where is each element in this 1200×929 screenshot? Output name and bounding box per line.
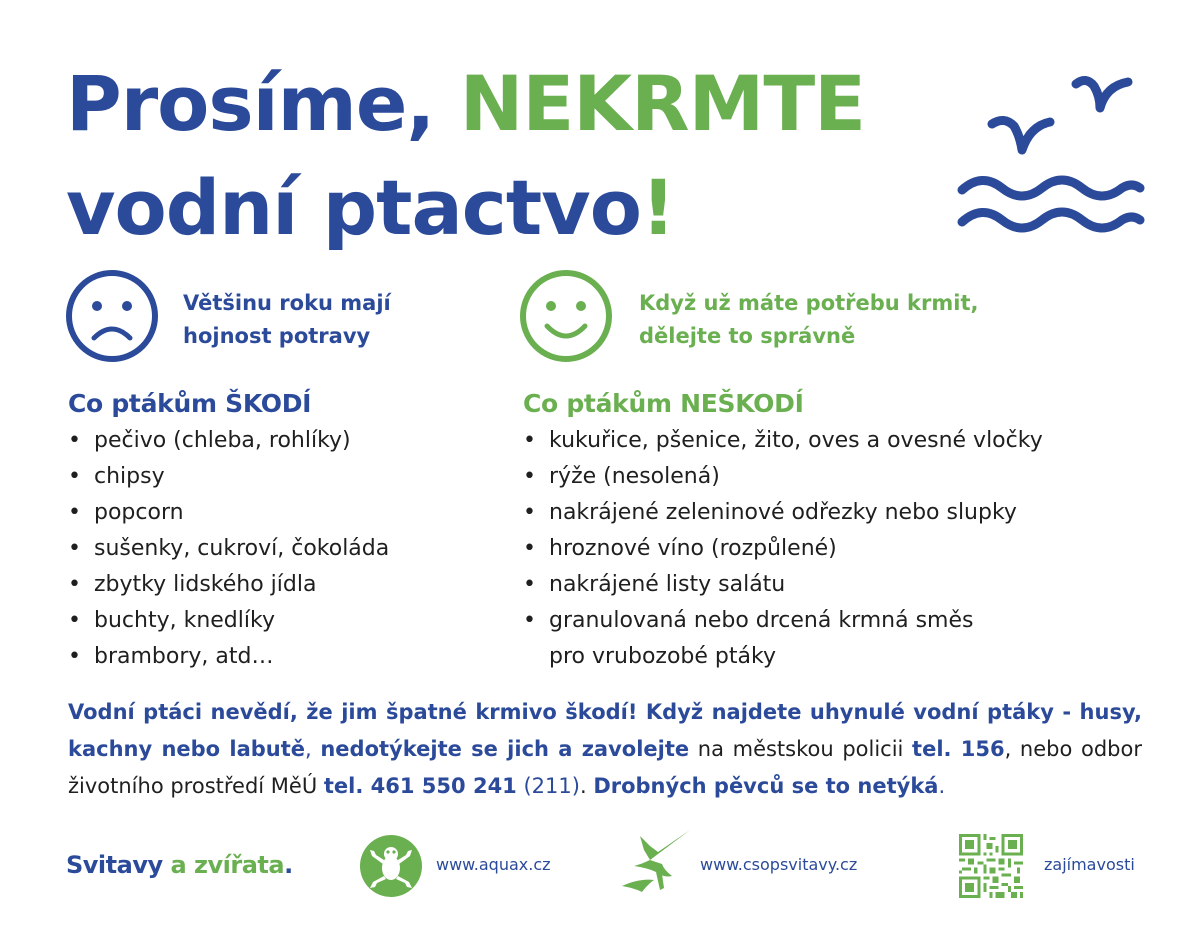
headline-line-2 [66, 156, 946, 260]
harmful-column [68, 386, 508, 675]
headline-do-not-feed: NEKRMTE [459, 59, 866, 148]
notice-environment-office: , nebo odbor životního prostředí MěÚ [68, 737, 1142, 798]
list-item: • sušenky, cukroví, čokoláda [68, 531, 508, 567]
left-subtitle-line-2: hojnost potravy [183, 324, 371, 348]
right-subtitle [639, 287, 1059, 353]
notice-office-phone: tel. 461 550 241 [323, 774, 517, 798]
list-item [523, 603, 1143, 675]
frog-logo-icon [359, 834, 423, 898]
aquax-link[interactable]: www.aquax.cz [436, 855, 551, 874]
warning-notice [68, 694, 1142, 805]
notice-extension: (211) [516, 774, 580, 798]
notice-intro: Vodní ptáci nevědí, že jim špatné krmivo škodí! Když najdete uhynulé vodní ptáky - husy, kachny nebo labutě [68, 700, 1142, 761]
csop-link[interactable]: www.csopsvitavy.cz [700, 855, 858, 874]
list-item: • kukuřice, pšenice, žito, oves a ovesné vločky [523, 423, 1143, 459]
happy-face-icon [518, 268, 614, 364]
list-item: • buchty, knedlíky [68, 603, 508, 639]
notice-comma: , [305, 737, 321, 761]
harmless-heading: Co ptákům NEŠKODÍ [523, 389, 804, 418]
harmful-heading: Co ptákům ŠKODÍ [68, 389, 312, 418]
headline-waterfowl: vodní ptactvo [66, 163, 641, 252]
list-item: • zbytky lidského jídla [68, 567, 508, 603]
list-item: • rýže (nesolená) [523, 459, 1143, 495]
left-subtitle-line-1: Většinu roku mají [183, 291, 391, 315]
notice-songbirds: Drobných pěvců se to netýká [593, 774, 939, 798]
list-item: • nakrájené zeleninové odřezky nebo slupky [523, 495, 1143, 531]
notice-period: . [938, 774, 946, 798]
sad-face-icon [64, 268, 160, 364]
brand-logo [66, 848, 293, 882]
notice-separator: . [579, 774, 594, 798]
notice-police-phone: tel. 156 [912, 737, 1005, 761]
notice-call-police: na městskou policii [689, 737, 913, 761]
brand-svitavy: Svitavy [66, 851, 163, 879]
birds-waves-icon [952, 64, 1148, 234]
list-item: • hroznové víno (rozpůlené) [523, 531, 1143, 567]
brand-animals: a zvířata [162, 851, 285, 879]
list-item-line-2: pro vrubozobé ptáky [549, 644, 776, 669]
right-subtitle-line-2: dělejte to správně [639, 324, 856, 348]
harmless-list [523, 423, 1143, 675]
list-item: • nakrájené listy salátu [523, 567, 1143, 603]
harmful-list [68, 423, 508, 675]
tern-logo-icon [620, 826, 696, 896]
list-item: • popcorn [68, 495, 508, 531]
qr-code-icon[interactable] [959, 834, 1023, 898]
headline-exclamation: ! [640, 163, 675, 252]
list-item-line-1: granulovaná nebo drcená krmná směs [549, 608, 974, 633]
list-item: • pečivo (chleba, rohlíky) [68, 423, 508, 459]
harmless-column [523, 386, 1143, 675]
zajimavosti-link[interactable]: zajímavosti [1044, 855, 1135, 874]
left-subtitle [183, 287, 503, 353]
headline-line-1 [66, 52, 946, 156]
headline-please: Prosíme, [66, 59, 460, 148]
list-item: • chipsy [68, 459, 508, 495]
right-subtitle-line-1: Když už máte potřebu krmit, [639, 291, 979, 315]
brand-dot: . [284, 851, 293, 879]
list-item: • brambory, atd… [68, 639, 508, 675]
notice-do-not-touch: nedotýkejte se jich a zavolejte [320, 737, 690, 761]
headline [66, 52, 946, 260]
